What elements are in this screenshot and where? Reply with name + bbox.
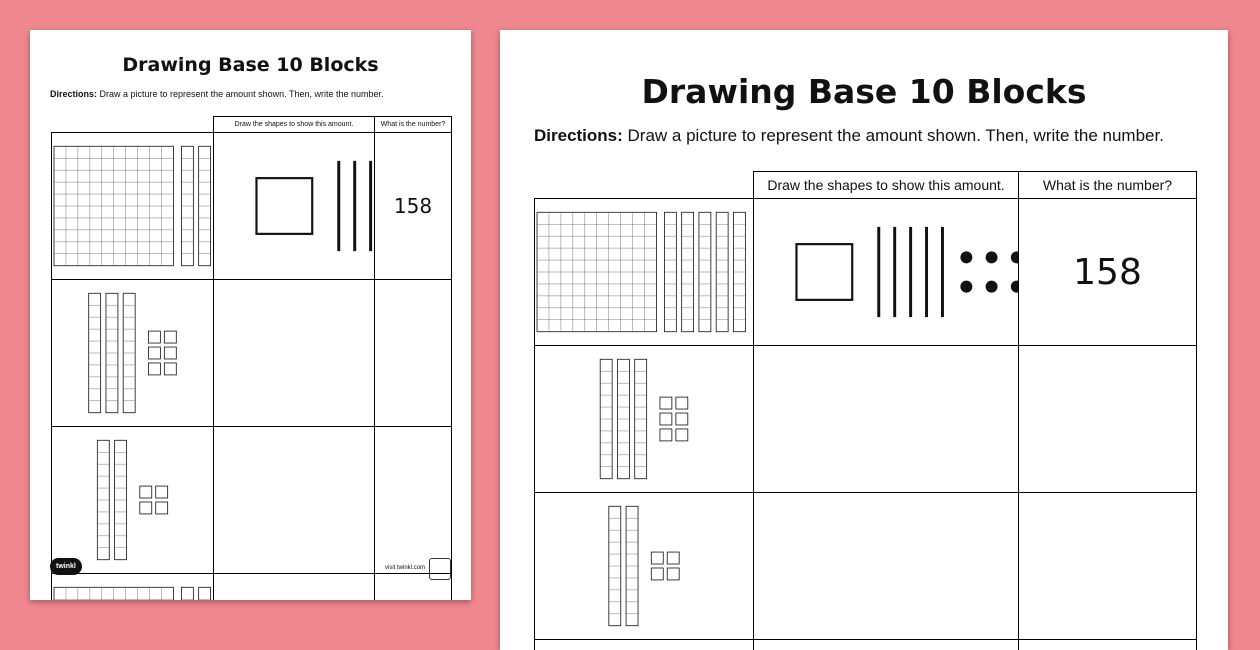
blocks-cell xyxy=(535,640,754,650)
one-cube xyxy=(667,568,679,580)
base10-blocks xyxy=(535,640,753,650)
one-cube xyxy=(164,363,176,375)
one-cube xyxy=(140,486,152,498)
header-draw: Draw the shapes to show this amount. xyxy=(754,172,1019,199)
drawn-one-dot xyxy=(960,251,972,263)
ten-rod xyxy=(682,212,694,331)
blocks-cell xyxy=(535,199,754,346)
worksheet-thumbnail xyxy=(30,30,471,600)
example-drawing xyxy=(214,133,374,279)
drawing-cell[interactable] xyxy=(754,640,1019,650)
answer-cell[interactable]: 158 xyxy=(375,133,452,280)
blocks-cell xyxy=(535,493,754,640)
directions xyxy=(50,89,384,99)
directions-label: Directions: xyxy=(50,89,97,99)
drawing-cell[interactable] xyxy=(754,493,1019,640)
footer xyxy=(50,558,451,580)
directions-text: Draw a picture to represent the amount shown. Then, write the number. xyxy=(97,89,383,99)
one-cube xyxy=(676,397,688,409)
ten-rod xyxy=(617,359,629,478)
drawn-one-dot xyxy=(1011,251,1018,263)
one-cube xyxy=(156,486,168,498)
drawn-hundred-square xyxy=(796,244,852,300)
directions-text: Draw a picture to represent the amount shown. Then, write the number. xyxy=(623,126,1164,145)
blocks-table xyxy=(51,116,452,600)
drawing-cell[interactable] xyxy=(214,427,375,574)
hundred-flat xyxy=(54,587,173,600)
answer-cell[interactable]: 158 xyxy=(1019,199,1197,346)
base10-blocks xyxy=(535,199,753,345)
ten-rod xyxy=(600,359,612,478)
blocks-cell xyxy=(535,346,754,493)
header-blank xyxy=(52,117,214,133)
ten-rod xyxy=(106,293,118,412)
hundred-flat xyxy=(54,146,173,265)
base10-blocks xyxy=(535,493,753,639)
header-number: What is the number? xyxy=(375,117,452,133)
blocks-cell xyxy=(52,133,214,280)
ten-rod xyxy=(199,146,211,265)
ten-rod xyxy=(89,293,101,412)
one-cube xyxy=(148,347,160,359)
drawing-cell[interactable] xyxy=(214,280,375,427)
drawn-one-dot xyxy=(1011,281,1018,293)
ten-rod xyxy=(733,212,745,331)
example-drawing xyxy=(754,199,1018,345)
one-cube xyxy=(148,363,160,375)
one-cube xyxy=(164,347,176,359)
drawing-cell[interactable] xyxy=(754,199,1019,346)
directions-label: Directions: xyxy=(534,126,623,145)
blocks-cell xyxy=(52,280,214,427)
worksheet-title: Drawing Base 10 Blocks xyxy=(30,54,471,76)
one-cube xyxy=(140,502,152,514)
base10-blocks xyxy=(535,346,753,492)
ten-rod xyxy=(626,506,638,625)
drawn-one-dot xyxy=(986,251,998,263)
drawn-hundred-square xyxy=(256,178,312,234)
header-number: What is the number? xyxy=(1019,172,1197,199)
answer-cell[interactable] xyxy=(375,427,452,574)
header-blank xyxy=(535,172,754,199)
ten-rod xyxy=(664,212,676,331)
hundred-flat xyxy=(537,212,656,331)
drawn-one-dot xyxy=(960,281,972,293)
blocks-table xyxy=(534,171,1197,650)
ten-rod xyxy=(123,293,135,412)
site-link[interactable]: visit twinkl.com xyxy=(385,565,425,571)
answer-cell[interactable] xyxy=(375,280,452,427)
base10-blocks xyxy=(52,280,213,426)
base10-blocks xyxy=(52,427,213,573)
answer-cell[interactable] xyxy=(1019,640,1197,650)
ten-rod xyxy=(609,506,621,625)
drawing-cell[interactable] xyxy=(214,133,375,280)
worksheet-title: Drawing Base 10 Blocks xyxy=(500,72,1228,111)
base10-blocks xyxy=(52,133,213,279)
one-cube xyxy=(164,331,176,343)
one-cube xyxy=(156,502,168,514)
ten-rod xyxy=(97,440,109,559)
one-cube xyxy=(667,552,679,564)
one-cube xyxy=(651,552,663,564)
ten-rod xyxy=(635,359,647,478)
one-cube xyxy=(651,568,663,580)
ten-rod xyxy=(181,146,193,265)
ten-rod xyxy=(181,587,193,600)
drawn-one-dot xyxy=(986,281,998,293)
directions xyxy=(534,126,1164,146)
one-cube xyxy=(676,429,688,441)
ten-rod xyxy=(115,440,127,559)
ten-rod xyxy=(716,212,728,331)
answer-cell[interactable] xyxy=(1019,493,1197,640)
one-cube xyxy=(148,331,160,343)
drawing-cell[interactable] xyxy=(754,346,1019,493)
one-cube xyxy=(676,413,688,425)
one-cube xyxy=(660,397,672,409)
twinkl-logo: twinkl xyxy=(50,558,82,575)
header-draw: Draw the shapes to show this amount. xyxy=(214,117,375,133)
answer-cell[interactable] xyxy=(1019,346,1197,493)
one-cube xyxy=(660,429,672,441)
ten-rod xyxy=(199,587,211,600)
quality-seal-icon xyxy=(429,558,451,580)
one-cube xyxy=(660,413,672,425)
ten-rod xyxy=(699,212,711,331)
worksheet-zoomed xyxy=(500,30,1228,650)
blocks-cell xyxy=(52,427,214,574)
